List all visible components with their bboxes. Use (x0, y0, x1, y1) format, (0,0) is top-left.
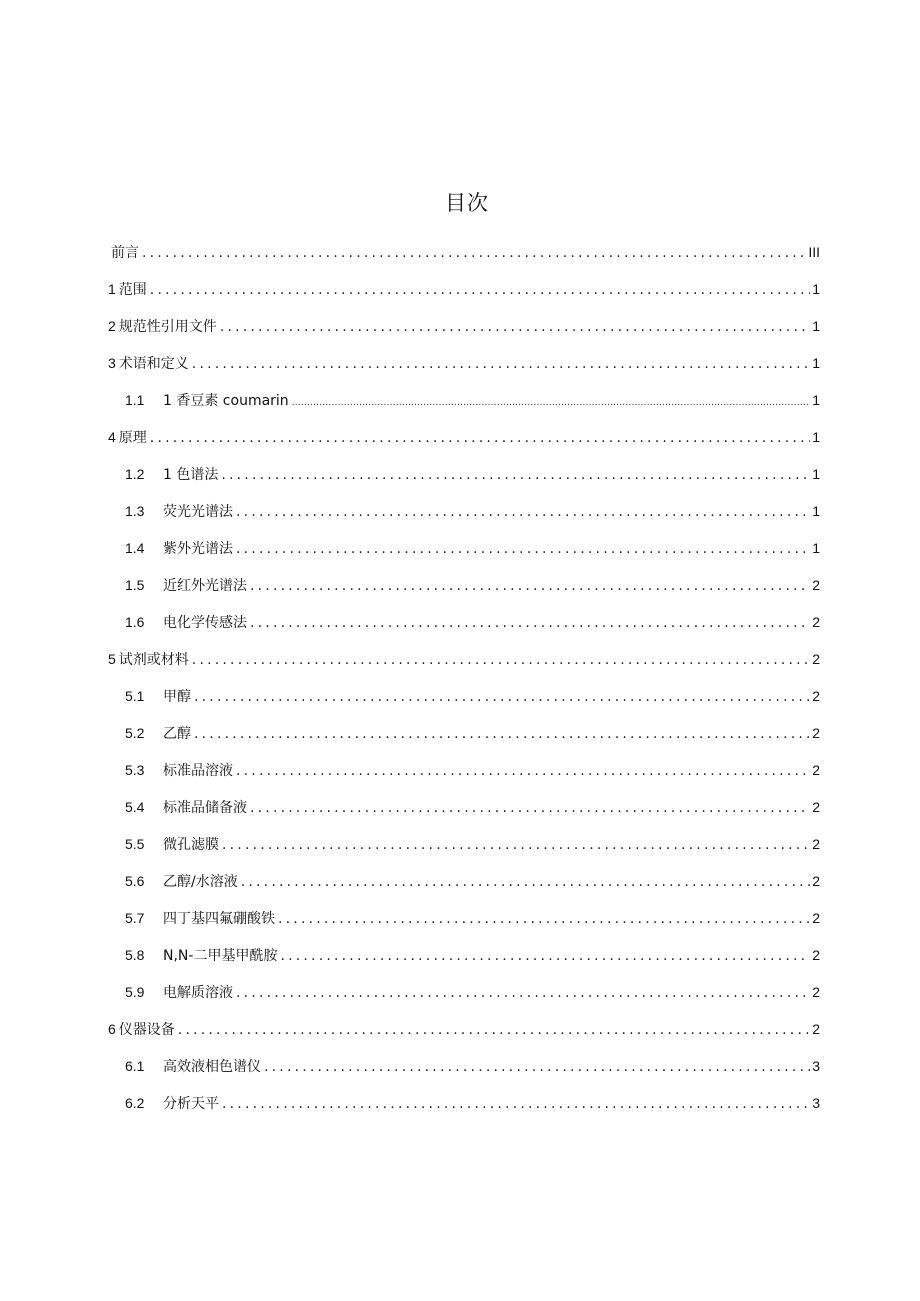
toc-entry-label: 四丁基四氟硼酸铁 (163, 911, 275, 927)
toc-dot-leader (178, 1016, 810, 1044)
toc-entry-number: 6.2 (125, 1095, 145, 1111)
toc-page-number: 1 (812, 318, 820, 334)
toc-dot-leader (150, 276, 810, 304)
toc-entry-number: 6.1 (125, 1058, 145, 1074)
toc-entry[interactable] (108, 978, 820, 1015)
toc-entry-label: 电解质溶液 (163, 985, 233, 1001)
toc-entry[interactable] (108, 1015, 820, 1052)
toc-entry-number: 5.5 (125, 836, 145, 852)
toc-entry-label: 范围 (118, 282, 147, 298)
toc-dot-leader (192, 350, 810, 378)
toc-entry[interactable] (108, 423, 820, 460)
toc-dot-leader (236, 498, 810, 526)
toc-dot-leader (241, 868, 810, 896)
toc-entry[interactable] (108, 386, 820, 423)
toc-entry-label: 标准品溶液 (163, 763, 233, 779)
toc-entry-label: 1 香豆素 coumarin (163, 393, 289, 409)
toc-entry-label: 微孔滤膜 (163, 837, 219, 853)
toc-entry-number: 5.4 (125, 799, 145, 815)
toc-entry-label: 乙醇 (163, 726, 191, 742)
toc-entry-number: 1.6 (125, 614, 145, 630)
toc-entry-number: 5 (108, 651, 116, 667)
toc-page-number: 2 (812, 651, 820, 667)
toc-dot-leader (221, 461, 810, 489)
toc-page-number: 2 (812, 836, 820, 852)
toc-entry[interactable] (108, 1089, 820, 1126)
toc-entry-label: 仪器设备 (118, 1022, 175, 1038)
toc-entry-number: 1.4 (125, 540, 145, 556)
toc-entry-number: 5.3 (125, 762, 145, 778)
toc-page-number: 1 (812, 466, 820, 482)
toc-entry[interactable] (108, 756, 820, 793)
toc-page-number: 2 (812, 799, 820, 815)
toc-entry-label: 试剂或材料 (118, 652, 189, 668)
toc-dot-leader (142, 239, 806, 267)
toc-page-number: 1 (812, 281, 820, 297)
toc-dot-leader (222, 831, 810, 859)
toc-page-number: 3 (812, 1095, 820, 1111)
toc-entry-number: 1 (108, 281, 116, 297)
page-title: 目次 (445, 191, 489, 215)
toc-dot-leader (192, 646, 810, 674)
toc-entry-number: 5.2 (125, 725, 145, 741)
toc-entry-label: 高效液相色谱仪 (163, 1059, 261, 1075)
toc-dot-leader (292, 389, 811, 417)
toc-entry[interactable] (108, 1052, 820, 1089)
toc-dot-leader (222, 1090, 810, 1118)
toc-page-number: 1 (812, 355, 820, 371)
toc-entry-label: 规范性引用文件 (118, 319, 217, 335)
toc-dot-leader (280, 942, 810, 970)
toc-page-number: 1 (812, 392, 820, 408)
toc-entry[interactable] (108, 571, 820, 608)
toc-dot-leader (250, 572, 810, 600)
toc-entry-label: N,N-二甲基甲酰胺 (163, 948, 278, 964)
toc-entry[interactable] (108, 275, 820, 312)
toc-dot-leader (150, 424, 810, 452)
toc-dot-leader (220, 313, 810, 341)
toc-entry-number: 1.3 (125, 503, 145, 519)
toc-entry-number: 5.9 (125, 984, 145, 1000)
toc-entry-number: 1.2 (125, 466, 145, 482)
toc-entry[interactable] (108, 867, 820, 904)
toc-entry-number: 2 (108, 318, 116, 334)
toc-page-number: 2 (812, 910, 820, 926)
toc-entry-number: 4 (108, 429, 116, 445)
toc-dot-leader (236, 757, 810, 785)
toc-entry-label: 甲醇 (163, 689, 191, 705)
toc-dot-leader (194, 683, 810, 711)
toc-entry[interactable] (108, 608, 820, 645)
toc-dot-leader (250, 794, 810, 822)
toc-entry-label: 近红外光谱法 (163, 578, 247, 594)
toc-page-number: 3 (812, 1058, 820, 1074)
toc-entry-label: 术语和定义 (118, 356, 189, 372)
toc-entry-label: 原理 (118, 430, 147, 446)
toc-entry-label: 分析天平 (163, 1096, 219, 1112)
toc-entry[interactable] (108, 793, 820, 830)
toc-entry-number: 5.1 (125, 688, 145, 704)
toc-entry-label: 1 色谱法 (163, 467, 219, 483)
toc-page-number: III (808, 244, 820, 260)
toc-dot-leader (250, 609, 810, 637)
toc-entry-number: 5.7 (125, 910, 145, 926)
toc-entry-number: 6 (108, 1021, 116, 1037)
toc-entry[interactable] (108, 904, 820, 941)
toc-entry[interactable] (108, 460, 820, 497)
toc-entry[interactable] (108, 534, 820, 571)
toc-entry[interactable] (108, 312, 820, 349)
toc-entry-number: 5.6 (125, 873, 145, 889)
toc-page-number: 1 (812, 503, 820, 519)
toc-page-number: 1 (812, 540, 820, 556)
toc-entry-label: 前言 (111, 245, 139, 261)
toc-entry[interactable] (108, 682, 820, 719)
toc-entry[interactable] (108, 941, 820, 978)
toc-entry-number: 3 (108, 355, 116, 371)
toc-page-number: 2 (812, 725, 820, 741)
toc-entry[interactable] (108, 645, 820, 682)
toc-page-number: 2 (812, 577, 820, 593)
toc-page-number: 2 (812, 873, 820, 889)
toc-entry-number: 1.5 (125, 577, 145, 593)
toc-entry-label: 荧光光谱法 (163, 504, 233, 520)
toc-page-number: 2 (812, 762, 820, 778)
toc-dot-leader (264, 1053, 810, 1081)
toc-entry[interactable] (108, 349, 820, 386)
toc-dot-leader (236, 535, 810, 563)
toc-entry-label: 乙醇/水溶液 (163, 874, 238, 890)
toc-entry-label: 标准品储备液 (163, 800, 247, 816)
toc-page-number: 1 (812, 429, 820, 445)
toc-dot-leader (278, 905, 810, 933)
toc-page-number: 2 (812, 984, 820, 1000)
toc-entry[interactable] (108, 497, 820, 534)
toc-entry-number: 5.8 (125, 947, 145, 963)
toc-dot-leader (236, 979, 810, 1007)
toc-list (108, 238, 820, 1126)
toc-page-number: 2 (812, 614, 820, 630)
toc-entry-label: 电化学传感法 (163, 615, 247, 631)
toc-entry[interactable] (108, 719, 820, 756)
toc-dot-leader (194, 720, 810, 748)
toc-page-number: 2 (812, 688, 820, 704)
toc-entry[interactable] (108, 238, 820, 275)
toc-entry[interactable] (108, 830, 820, 867)
toc-entry-label: 紫外光谱法 (163, 541, 233, 557)
toc-page-number: 2 (812, 947, 820, 963)
toc-page-number: 2 (812, 1021, 820, 1037)
toc-entry-number: 1.1 (125, 392, 145, 408)
